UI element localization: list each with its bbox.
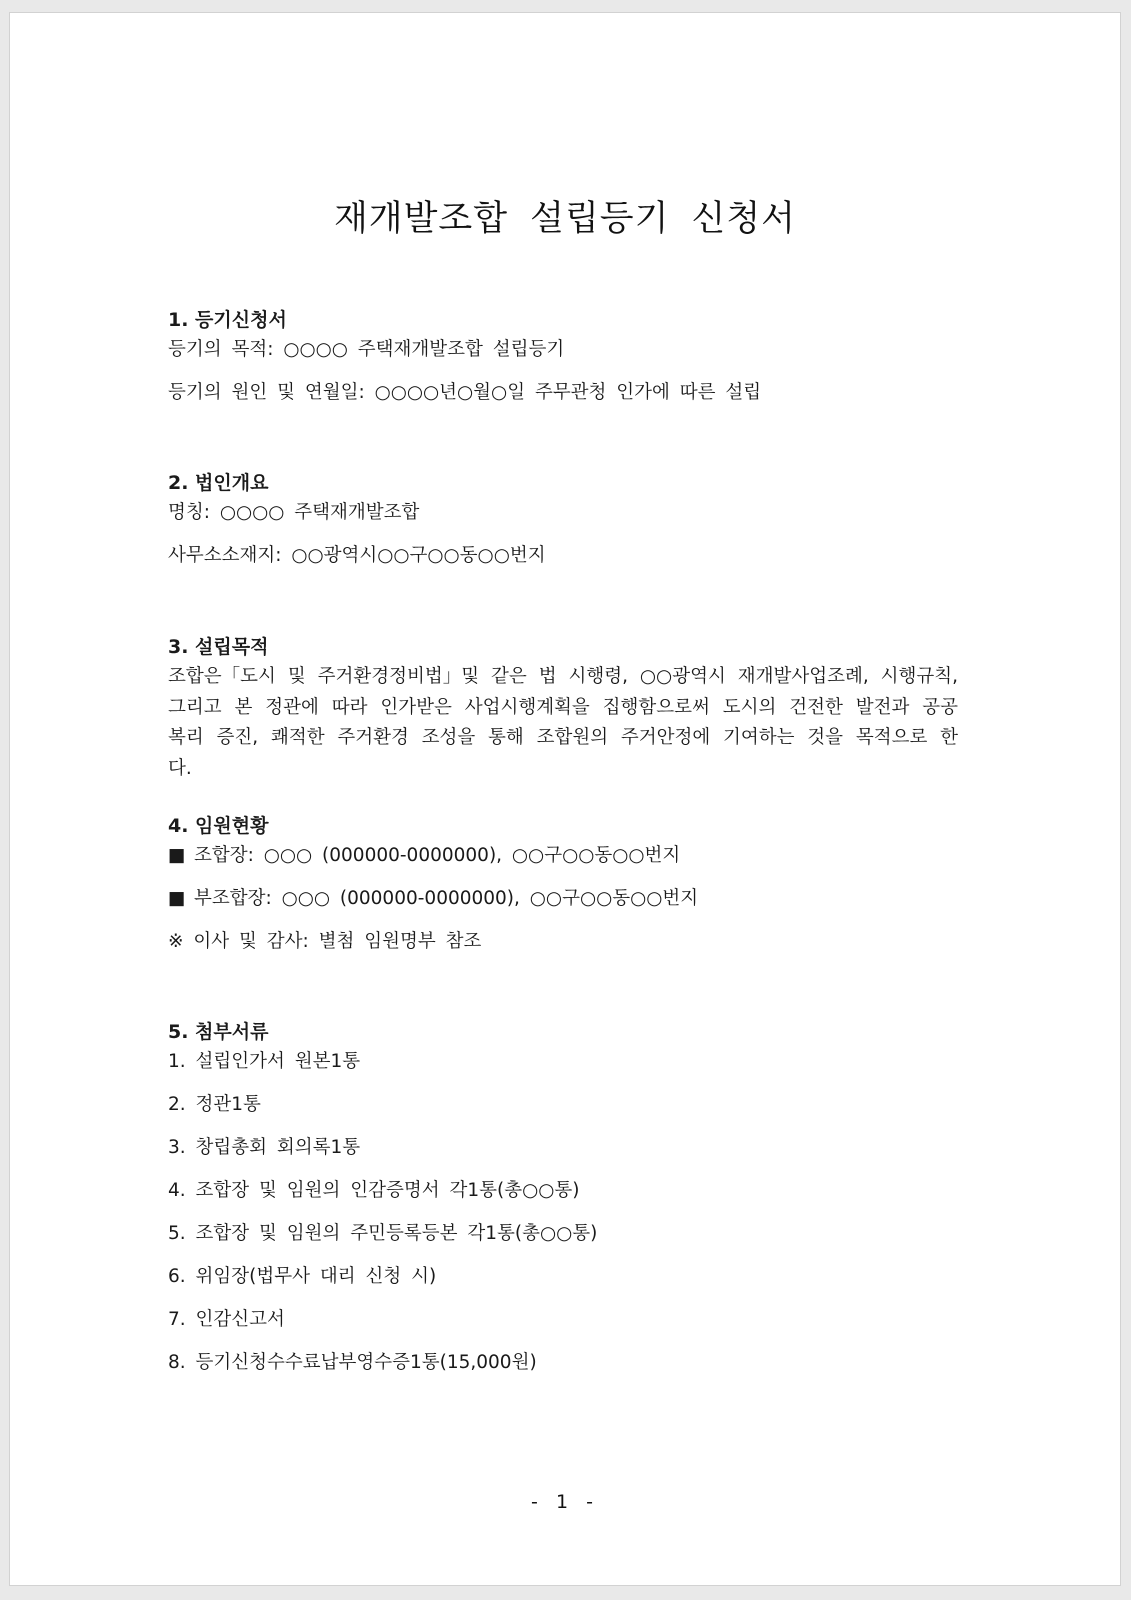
section-officers — [168, 811, 958, 957]
purpose-paragraph: 조합은「도시 및 주거환경정비법」및 같은 법 시행령, ○○광역시 재개발사업조례, 시행규칙, 그리고 본 정관에 따라 인가받은 사업시행계획을 집행함으로써 도시의 건전한 발전과 공공복리 증진, 쾌적한 주거환경 조성을 통해 조합원의 주거안정에 기여하는 것을 목적으로 한다. — [168, 666, 958, 779]
page-number: - 1 - — [531, 1491, 599, 1513]
officer-text: 부조합장: ○○○ (000000-0000000), ○○구○○동○○번지 — [194, 888, 699, 909]
registration-purpose: 등기의 목적: ○○○○ 주택재개발조합 설립등기 — [168, 339, 565, 360]
section-heading: 3. 설립목적 — [168, 636, 269, 658]
section-corporation-overview — [168, 468, 958, 571]
section-heading: 5. 첨부서류 — [168, 1021, 269, 1043]
officers-note: ※ 이사 및 감사: 별첨 임원명부 참조 — [168, 931, 482, 952]
attachment-item: 7. 인감신고서 — [168, 1309, 285, 1330]
registration-cause-date: 등기의 원인 및 연월일: ○○○○년○월○일 주무관청 인가에 따른 설립 — [168, 382, 762, 403]
section-heading: 2. 법인개요 — [168, 472, 269, 494]
attachment-item: 1. 설립인가서 원본1통 — [168, 1051, 361, 1072]
attachment-item: 2. 정관1통 — [168, 1094, 261, 1115]
section-establishment-purpose — [168, 632, 958, 784]
officer-text: 조합장: ○○○ (000000-0000000), ○○구○○동○○번지 — [194, 845, 681, 866]
section-heading: 1. 등기신청서 — [168, 309, 287, 331]
officer-vice-chairman — [168, 884, 958, 914]
attachment-item: 4. 조합장 및 임원의 인감증명서 각1통(총○○통) — [168, 1180, 580, 1201]
officer-chairman — [168, 841, 958, 871]
square-bullet-icon: ■ — [168, 845, 186, 866]
attachment-item: 8. 등기신청수수료납부영수증1통(15,000원) — [168, 1352, 537, 1373]
attachment-item: 6. 위임장(법무사 대리 신청 시) — [168, 1266, 437, 1287]
attachment-item: 5. 조합장 및 임원의 주민등록등본 각1통(총○○통) — [168, 1223, 598, 1244]
section-registration-application — [168, 305, 958, 408]
office-location: 사무소소재지: ○○광역시○○구○○동○○번지 — [168, 545, 546, 566]
corporation-name: 명칭: ○○○○ 주택재개발조합 — [168, 502, 420, 523]
attachment-item: 3. 창립총회 회의록1통 — [168, 1137, 361, 1158]
square-bullet-icon: ■ — [168, 888, 186, 909]
document-page — [9, 12, 1121, 1586]
document-title: 재개발조합 설립등기 신청서 — [334, 199, 796, 239]
section-heading: 4. 임원현황 — [168, 815, 269, 837]
section-attachments — [168, 1017, 958, 1378]
